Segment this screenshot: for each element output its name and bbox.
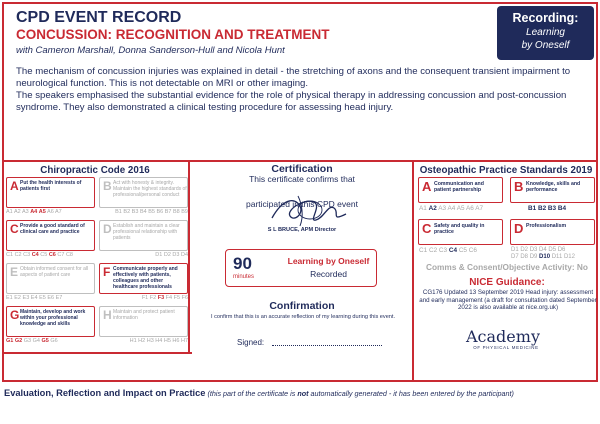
chiro-codes-d [99, 252, 188, 258]
standard-letter: A [422, 179, 432, 194]
osteo-codes-d-row1 [511, 247, 565, 253]
event-description [16, 66, 590, 114]
standard-letter: A [10, 179, 19, 193]
code-d3[interactable]: D3 [529, 247, 538, 253]
code-c5[interactable]: C5 [40, 252, 48, 258]
code-c8[interactable]: C8 [65, 252, 73, 258]
certification-participation: participated in this CPD event [246, 199, 358, 209]
event-title: CONCUSSION: RECOGNITION AND TREATMENT [16, 27, 330, 42]
osteo-codes-a [419, 205, 483, 212]
standard-description: Obtain informed consent for all aspects of patient care [20, 266, 89, 278]
learning-type: Learning by Oneself [287, 256, 370, 266]
code-d1[interactable]: D1 [511, 247, 519, 253]
code-d12[interactable]: D12 [563, 254, 575, 260]
chiro-standard-e[interactable] [6, 263, 95, 294]
osteo-standard-c[interactable] [418, 219, 503, 245]
evaluation-title: Evaluation, Reflection and Impact on Practice [4, 388, 206, 398]
description-paragraph-1: The mechanism of concussion injuries was explained in detail - the stretching of axons and the consequent transient impairment to neurological function. This is not detectable on MRI or other imaging. [16, 66, 571, 89]
evaluation-heading [4, 388, 596, 398]
code-h7[interactable]: H7 [180, 338, 188, 344]
code-c3[interactable]: C3 [438, 247, 448, 254]
standard-description: Safety and quality in practice [434, 223, 485, 236]
code-a1[interactable]: A1 [419, 205, 427, 212]
code-b6[interactable]: B6 [156, 209, 164, 215]
chiro-standard-a[interactable] [6, 177, 95, 208]
code-a5[interactable]: A5 [456, 205, 465, 212]
chiro-codes-e [6, 295, 95, 301]
code-b3[interactable]: B3 [131, 209, 139, 215]
code-h4[interactable]: H4 [155, 338, 163, 344]
code-a6[interactable]: A6 [466, 205, 474, 212]
confirmation-title: Confirmation [269, 300, 335, 312]
chiro-codes-h [99, 338, 188, 344]
osteo-standard-d[interactable] [510, 219, 595, 245]
recording-badge-line1: Learning [526, 27, 565, 38]
code-h1[interactable]: H1 [129, 338, 137, 344]
code-a4[interactable]: A4 [447, 205, 456, 212]
standard-letter: G [10, 308, 20, 322]
chiro-standard-b[interactable] [99, 177, 188, 208]
standard-letter: F [103, 265, 111, 279]
osteo-codes-b [528, 205, 566, 212]
osteo-standard-b[interactable] [510, 177, 595, 203]
standard-letter: C [422, 221, 432, 236]
description-paragraph-2: The speakers emphasised the substantial evidence for the role of physical therapy in addressing concussion and post-concussion syndrome. They also demonstrated a clinical testing procedure for assessing head injury. [16, 90, 567, 113]
page-title: CPD EVENT RECORD [16, 9, 182, 26]
code-a5[interactable]: A5 [38, 209, 46, 215]
chiro-codes-g [6, 338, 95, 344]
code-c1[interactable]: C1 [6, 252, 14, 258]
standard-description: Provide a good standard of clinical care and practice [20, 223, 85, 235]
code-b4[interactable]: B4 [557, 205, 567, 212]
nice-guidance-text: CG176 Updated 13 September 2019 Head injury: assessment and early management (a draft for consultation dated September 2022 is also available at nice.org.uk) [419, 289, 597, 312]
code-d9[interactable]: D9 [529, 254, 538, 260]
code-h5[interactable]: H5 [163, 338, 171, 344]
code-c2[interactable]: C2 [14, 252, 22, 258]
code-g5[interactable]: G5 [41, 338, 49, 344]
chiro-standard-h[interactable] [99, 306, 188, 337]
evaluation-note-start: (this part of the certificate is [207, 389, 298, 398]
code-e7[interactable]: E7 [55, 295, 63, 301]
code-g6[interactable]: G6 [50, 338, 58, 344]
director-signature [264, 192, 354, 230]
certification-panel [192, 162, 412, 382]
certification-statement: This certificate confirms that [249, 174, 355, 184]
code-b5[interactable]: B5 [148, 209, 155, 215]
code-c6[interactable]: C6 [468, 247, 477, 254]
recording-badge-line2: by Oneself [521, 40, 570, 51]
standard-letter: C [10, 222, 19, 236]
recording-badge [497, 6, 594, 60]
code-a1[interactable]: A1 [6, 209, 13, 215]
code-a2[interactable]: A2 [13, 209, 21, 215]
code-b2[interactable]: B2 [537, 205, 547, 212]
standard-description: Maintain and protect patient information [113, 309, 175, 321]
osteopathic-standards-panel [412, 162, 598, 382]
code-a6[interactable]: A6 [47, 209, 54, 215]
standard-description: Establish and maintain a clear professional relationship with patients [113, 223, 180, 241]
standard-description: Maintain, develop and work within your professional knowledge and skills [20, 309, 86, 327]
code-h2[interactable]: H2 [138, 338, 146, 344]
code-d4[interactable]: D4 [539, 247, 547, 253]
nice-guidance-title: NICE Guidance: [469, 277, 545, 288]
code-d3[interactable]: D3 [172, 252, 180, 258]
academy-logo-subtitle: OF PHYSICAL MEDICINE [473, 345, 539, 350]
standard-description: Communicate properly and effectively with patients, colleagues and other healthcare professionals [113, 266, 178, 290]
code-b2[interactable]: B2 [123, 209, 131, 215]
code-h3[interactable]: H3 [146, 338, 154, 344]
signatory-name: S L BRUCE, APM Director [267, 227, 337, 233]
code-g3[interactable]: G3 [23, 338, 32, 344]
code-e5[interactable]: E5 [39, 295, 46, 301]
code-h6[interactable]: H6 [172, 338, 180, 344]
chiro-standard-c[interactable] [6, 220, 95, 251]
code-g1[interactable]: G1 [6, 338, 14, 344]
code-a7[interactable]: A7 [475, 205, 484, 212]
code-d10[interactable]: D10 [539, 254, 551, 260]
code-c7[interactable]: C7 [57, 252, 65, 258]
chiro-codes-b [99, 209, 188, 215]
code-c2[interactable]: C2 [428, 247, 438, 254]
evaluation-note-emphasis: not [297, 389, 309, 398]
signature-line[interactable] [272, 345, 382, 346]
chiro-codes-a [6, 209, 95, 215]
evaluation-note-end: automatically generated - it has been entered by the participant) [308, 389, 514, 398]
code-b3[interactable]: B3 [547, 205, 557, 212]
standard-letter: B [103, 179, 112, 193]
code-c3[interactable]: C3 [23, 252, 31, 258]
code-a3[interactable]: A3 [21, 209, 29, 215]
code-f1[interactable]: F1 [141, 295, 149, 301]
code-b1[interactable]: B1 [528, 205, 537, 212]
code-d1[interactable]: D1 [155, 252, 163, 258]
code-c1[interactable]: C1 [419, 247, 428, 254]
code-a3[interactable]: A3 [438, 205, 447, 212]
osteo-codes-d-row2 [511, 254, 575, 260]
standard-letter: E [10, 265, 19, 279]
code-f4[interactable]: F4 [165, 295, 173, 301]
standard-description: Communication and patient partnership [434, 181, 484, 194]
standard-description: Knowledge, skills and performance [526, 181, 581, 194]
confirmation-text: I confirm that this is an accurate reflection of my learning during this event. [210, 314, 396, 320]
code-d6[interactable]: D6 [557, 247, 566, 253]
code-e2[interactable]: E2 [14, 295, 21, 301]
academy-logo-word: Academy [466, 327, 540, 346]
standard-description: Professionalism [526, 223, 567, 229]
code-d11[interactable]: D11 [551, 254, 563, 260]
standard-letter: B [514, 179, 524, 194]
academy-logo [466, 328, 556, 354]
code-b4[interactable]: B4 [139, 209, 147, 215]
code-e4[interactable]: E4 [30, 295, 38, 301]
code-e3[interactable]: E3 [22, 295, 30, 301]
evaluation-note [207, 389, 513, 398]
code-b9[interactable]: B9 [181, 209, 188, 215]
standard-description: Put the health interests of patients first [20, 180, 82, 192]
chiro-standard-f[interactable] [99, 263, 188, 294]
chiro-standard-d[interactable] [99, 220, 188, 251]
recording-status: Recorded [310, 269, 347, 279]
standard-letter: D [103, 222, 112, 236]
standard-description: Act with honesty & integrity. Maintain the highest standards of professional/personal conduct [113, 180, 187, 198]
code-f3[interactable]: F3 [157, 295, 165, 301]
chiro-codes-c [6, 252, 95, 258]
presenters: with Cameron Marshall, Donna Sanderson-Hull and Nicola Hunt [16, 45, 285, 56]
code-g4[interactable]: G4 [32, 338, 40, 344]
chiro-standard-g[interactable] [6, 306, 95, 337]
code-b1[interactable]: B1 [115, 209, 122, 215]
code-f2[interactable]: F2 [149, 295, 157, 301]
code-d4[interactable]: D4 [180, 252, 188, 258]
code-g2[interactable]: G2 [14, 338, 23, 344]
certification-title: Certification [271, 163, 333, 175]
panel-divider [2, 352, 192, 354]
code-d2[interactable]: D2 [520, 247, 529, 253]
standard-letter: H [103, 308, 112, 322]
chiropractic-code-panel [2, 162, 190, 352]
osteopathic-standards-title: Osteopathic Practice Standards 2019 [419, 165, 593, 176]
cpd-minutes-value: 90 [233, 254, 252, 273]
code-d5[interactable]: D5 [548, 247, 557, 253]
osteo-codes-c [419, 247, 477, 254]
code-c4[interactable]: C4 [31, 252, 39, 258]
cpd-minutes-unit: minutes [233, 274, 255, 280]
code-c6[interactable]: C6 [48, 252, 56, 258]
code-e1[interactable]: E1 [6, 295, 13, 301]
code-a4[interactable]: A4 [30, 209, 38, 215]
code-c5[interactable]: C5 [458, 247, 467, 254]
cpd-minutes-box [225, 249, 377, 287]
code-b7[interactable]: B7 [164, 209, 172, 215]
code-d7[interactable]: D7 [511, 254, 519, 260]
osteo-standard-a[interactable] [418, 177, 503, 203]
code-e6[interactable]: E6 [47, 295, 55, 301]
chiro-codes-f [99, 295, 188, 301]
comms-consent-status: Comms & Consent/Objective Activity: No [426, 262, 588, 272]
recording-badge-title: Recording: [512, 11, 579, 25]
code-f5[interactable]: F5 [173, 295, 181, 301]
standard-letter: D [514, 221, 524, 236]
code-a7[interactable]: A7 [55, 209, 62, 215]
code-c4[interactable]: C4 [448, 247, 458, 254]
code-b8[interactable]: B8 [173, 209, 180, 215]
code-d8[interactable]: D8 [520, 254, 529, 260]
chiropractic-code-title: Chiropractic Code 2016 [40, 165, 150, 176]
code-a2[interactable]: A2 [428, 205, 437, 212]
code-f6[interactable]: F6 [181, 295, 188, 301]
code-d2[interactable]: D2 [163, 252, 171, 258]
signed-label: Signed: [237, 338, 265, 347]
